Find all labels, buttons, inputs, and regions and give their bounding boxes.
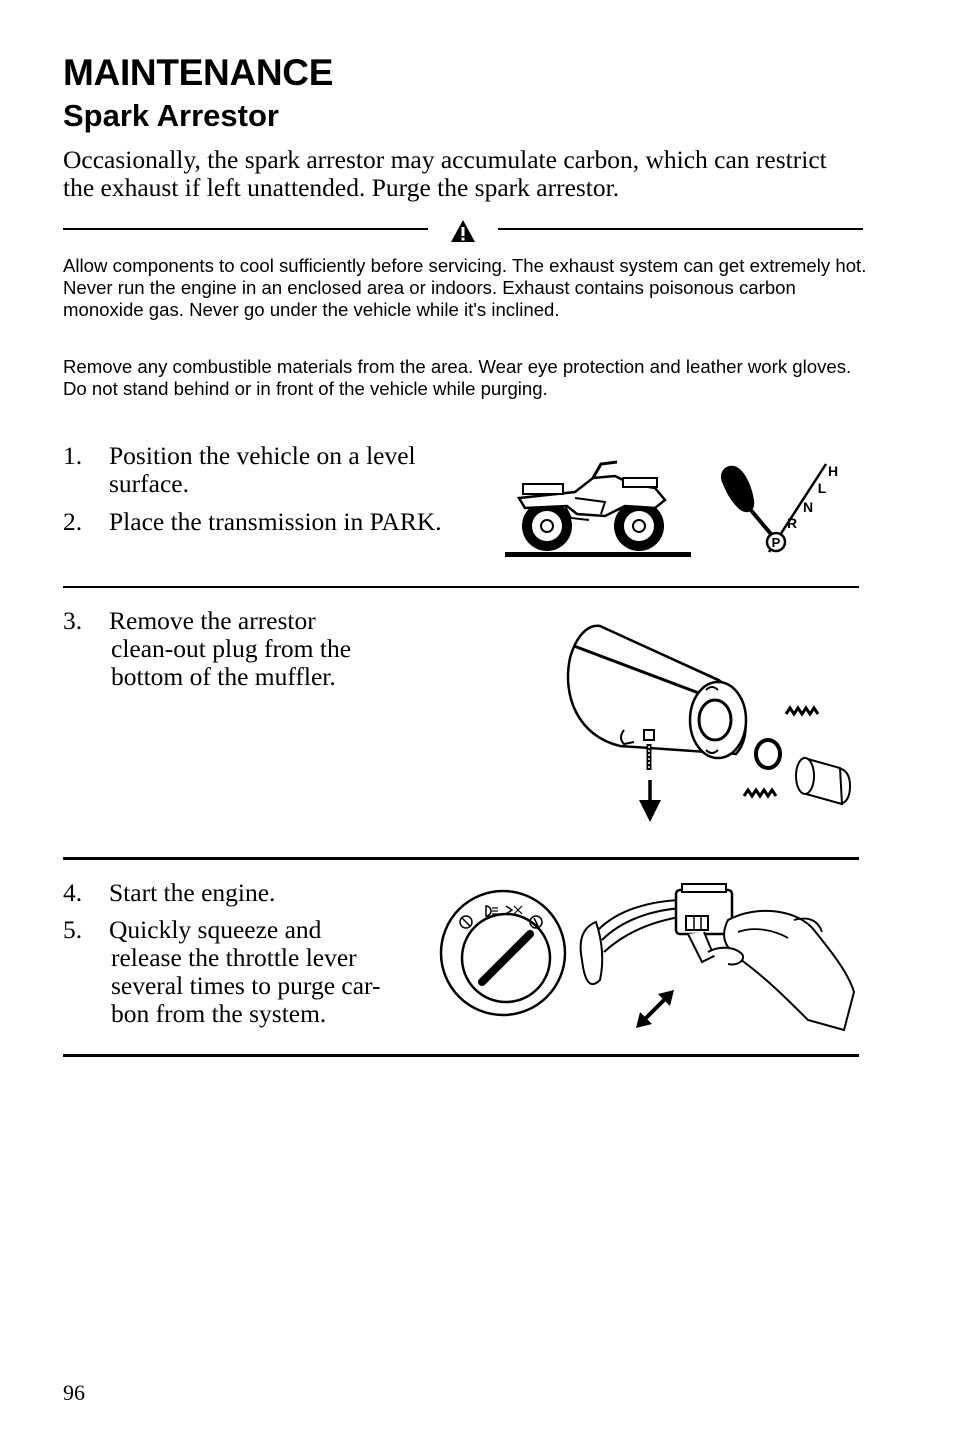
step-1	[63, 442, 483, 502]
step-text-line: bon from the system.	[111, 999, 327, 1028]
step-text-line: several times to purge car-	[111, 971, 381, 1000]
step-number: 2.	[63, 507, 83, 536]
warning-rule-right	[498, 228, 863, 230]
gear-shifter-illustration	[716, 460, 861, 555]
step-number: 3.	[63, 606, 83, 635]
step-text-line: Start the engine.	[109, 878, 276, 907]
intro-paragraph: Occasionally, the spark arrestor may accumulate carbon, which can restrict the exhaust if left unattended. Purge the spark arrestor.	[63, 145, 827, 202]
section-heading: MAINTENANCE	[63, 52, 334, 93]
gear-label-h: H	[827, 463, 839, 479]
ignition-switch-illustration	[438, 888, 568, 1018]
section-divider	[63, 1054, 859, 1057]
step-number: 4.	[63, 878, 83, 907]
step-5	[63, 916, 443, 1032]
step-2	[63, 508, 483, 538]
gear-label-n: N	[802, 499, 814, 515]
gear-label-l: L	[817, 480, 827, 496]
warning-text-1: Allow components to cool sufficiently before servicing. The exhaust system can get extremely hot. Never run the engine in an enclosed area or indoors. Exhaust contains poisonous carbon monoxide gas. Never go under the vehicle while it's inclined.	[63, 255, 867, 320]
step-text-line: Remove the arrestor	[109, 606, 316, 635]
gear-label-p: P	[771, 535, 781, 550]
step-text-line: Place the transmission in PARK.	[109, 507, 442, 536]
step-text-line: bottom of the muffler.	[111, 662, 336, 691]
step-3	[63, 607, 463, 697]
step-text-line: Quickly squeeze and	[109, 915, 322, 944]
atv-illustration	[505, 458, 695, 560]
step-text-line: release the throttle lever	[111, 943, 357, 972]
warning-triangle-icon	[450, 219, 476, 243]
step-text-line: surface.	[109, 469, 189, 498]
gear-label-r: R	[786, 515, 798, 531]
muffler-illustration	[560, 618, 860, 826]
warning-text-2: Remove any combustible materials from the area. Wear eye protection and leather work gloves. Do not stand behind or in front of the vehicle while purging.	[63, 356, 852, 399]
step-4	[63, 879, 443, 909]
page-number: 96	[63, 1380, 85, 1405]
step-text-line: clean-out plug from the	[111, 634, 352, 663]
step-text-line: Position the vehicle on a level	[109, 441, 416, 470]
section-divider	[63, 857, 859, 860]
throttle-hand-illustration	[578, 880, 858, 1035]
step-number: 5.	[63, 915, 83, 944]
warning-rule-left	[63, 228, 428, 230]
page-title: Spark Arrestor	[63, 98, 279, 133]
step-number: 1.	[63, 441, 83, 470]
section-divider	[63, 586, 859, 588]
